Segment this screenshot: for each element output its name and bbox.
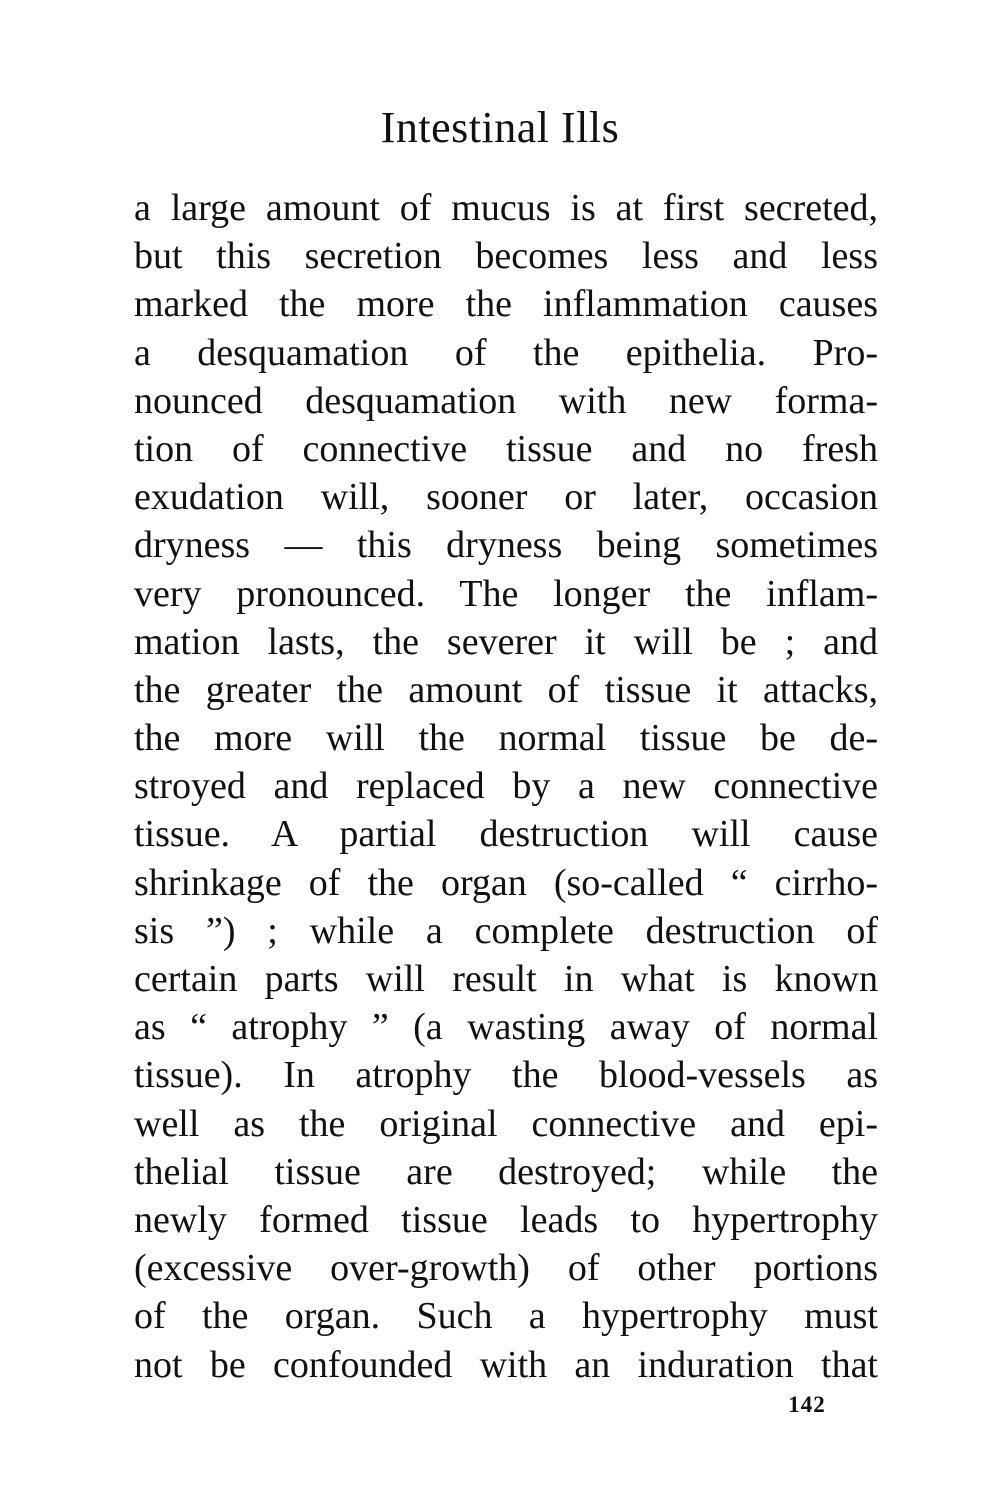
running-head: Intestinal Ills bbox=[380, 103, 620, 152]
text-line: of the organ. Such a hypertrophy must bbox=[134, 1295, 878, 1338]
text-line: dryness — this dryness being sometimes bbox=[134, 524, 878, 567]
text-line: mation lasts, the severer it will be ; and bbox=[134, 620, 878, 663]
text-line: well as the original connective and epi- bbox=[134, 1102, 878, 1145]
text-line: a desquamation of the epithelia. Pro- bbox=[134, 331, 878, 374]
text-line: shrinkage of the organ (so-called “ cirrho- bbox=[134, 861, 878, 904]
text-line: tissue). In atrophy the blood-vessels as bbox=[134, 1054, 878, 1097]
text-line: (excessive over-growth) of other portions bbox=[134, 1247, 878, 1290]
text-line: tissue. A partial destruction will cause bbox=[134, 813, 878, 856]
text-line: as “ atrophy ” (a wasting away of normal bbox=[134, 1006, 878, 1049]
text-line: but this secretion becomes less and less bbox=[134, 235, 878, 278]
text-line: marked the more the inflammation causes bbox=[134, 283, 878, 326]
body-text bbox=[134, 184, 878, 1389]
text-line: certain parts will result in what is known bbox=[134, 958, 878, 1000]
text-line: tion of connective tissue and no fresh bbox=[134, 427, 878, 470]
text-line: not be confounded with an induration that bbox=[134, 1343, 878, 1386]
text-line: newly formed tissue leads to hypertrophy bbox=[134, 1198, 878, 1241]
text-line: nounced desquamation with new forma- bbox=[134, 379, 878, 422]
text-line: exudation will, sooner or later, occasion bbox=[134, 476, 878, 519]
page-number: 142 bbox=[788, 1392, 826, 1417]
text-line: very pronounced. The longer the inflam- bbox=[134, 572, 878, 615]
text-line: stroyed and replaced by a new connective bbox=[134, 765, 878, 808]
text-line: sis ”) ; while a complete destruction of bbox=[134, 909, 878, 952]
text-line: the greater the amount of tissue it attacks, bbox=[134, 668, 878, 711]
text-line: thelial tissue are destroyed; while the bbox=[134, 1150, 878, 1193]
text-line: the more will the normal tissue be de- bbox=[134, 717, 878, 760]
text-line: a large amount of mucus is at first secreted, bbox=[134, 187, 878, 229]
